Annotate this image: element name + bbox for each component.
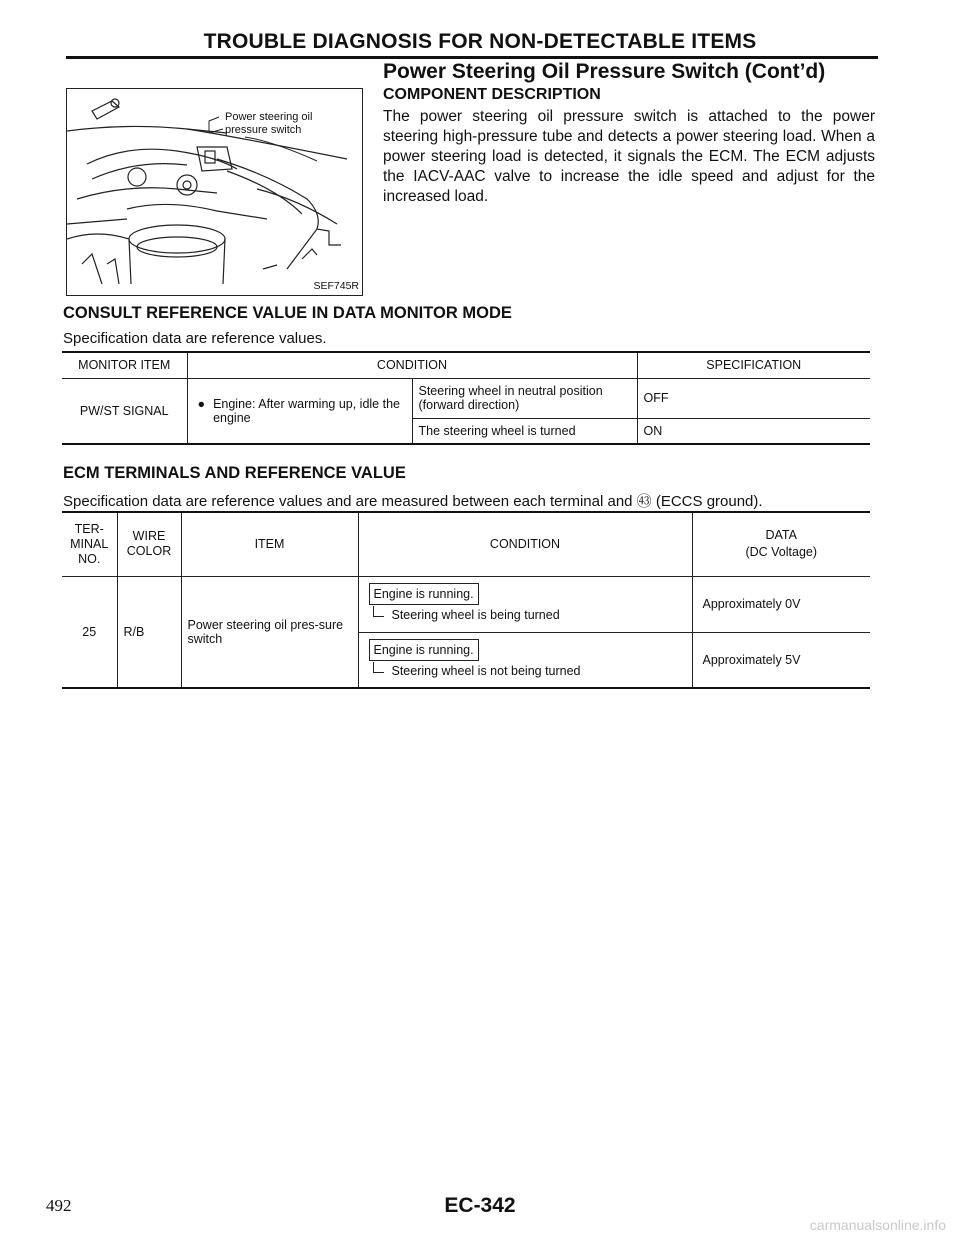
wire-color-cell: R/B: [117, 576, 181, 688]
column-header-data: [692, 512, 870, 576]
table-header-row: [62, 352, 870, 378]
header-terminal-line1: TER-: [74, 521, 104, 536]
condition-main-text: Engine: After warming up, idle the engine: [213, 396, 400, 425]
column-header-terminal: [62, 512, 117, 576]
page-code: EC-342: [444, 1194, 516, 1217]
consult-subtitle: Specification data are reference values.: [63, 330, 327, 347]
item-cell: Power steering oil pres-sure switch: [181, 576, 358, 688]
data-cell: Approximately 0V: [692, 576, 870, 632]
figure-label-line2: pressure switch: [225, 124, 302, 136]
specification-cell: OFF: [637, 378, 870, 418]
branch-line-icon: [373, 606, 384, 617]
column-header-condition: CONDITION: [358, 512, 692, 576]
condition-detail: Steering wheel is being turned: [391, 608, 560, 622]
ecm-heading: ECM TERMINALS AND REFERENCE VALUE: [63, 464, 406, 482]
engine-bay-illustration: [67, 89, 362, 295]
engine-running-box: Engine is running.: [369, 639, 479, 661]
table-row: [62, 378, 870, 418]
header-terminal-line3: NO.: [78, 551, 101, 566]
figure-label-line1: Power steering oil: [225, 111, 313, 123]
page-header-title: TROUBLE DIAGNOSIS FOR NON-DETECTABLE ITEMS: [203, 30, 757, 53]
condition-main-cell: [187, 378, 412, 444]
watermark: carmanualsonline.info: [809, 1217, 946, 1233]
component-description-heading: COMPONENT DESCRIPTION: [383, 86, 601, 103]
branch-line-icon: [373, 662, 384, 673]
specification-cell: ON: [637, 418, 870, 444]
component-description-text: The power steering oil pressure switch is attached to the power steering high-pressure tube and detects a power steering load. When a power steering load is detected, it signals the ECM. The ECM adjusts the IACV-AAC valve to increase the idle speed and adjust for the increased load.: [383, 108, 875, 205]
figure-code: SEF745R: [313, 280, 359, 292]
table-header-row: [62, 512, 870, 576]
sub-condition-cell: Steering wheel in neutral position (forward direction): [412, 378, 637, 418]
header-data-line1: DATA: [765, 528, 797, 543]
table-row: [62, 576, 870, 632]
sub-condition-cell: The steering wheel is turned: [412, 418, 637, 444]
header-wire-line2: COLOR: [126, 544, 172, 559]
page-number: 492: [46, 1196, 72, 1215]
column-header-monitor-item: MONITOR ITEM: [78, 358, 171, 373]
column-header-wire-color: [117, 512, 181, 576]
header-terminal-line2: MINAL: [70, 536, 109, 551]
consult-reference-table: [62, 351, 870, 445]
header-data-line2: (DC Voltage): [745, 545, 818, 560]
engine-running-box: Engine is running.: [369, 583, 479, 605]
condition-detail: Steering wheel is not being turned: [391, 663, 581, 678]
condition-cell: [358, 632, 692, 688]
header-wire-line1: WIRE: [132, 529, 166, 544]
column-header-specification: SPECIFICATION: [637, 352, 870, 378]
figure-callout-label: [225, 111, 312, 137]
ecm-terminal-table: [62, 511, 870, 689]
bullet-icon: ●: [197, 396, 206, 411]
monitor-item-cell: PW/ST SIGNAL: [62, 378, 187, 444]
ecm-subtitle: Specification data are reference values and are measured between each terminal and ㊸ (ECCS ground).: [63, 493, 763, 510]
header-rule: [66, 56, 878, 59]
condition-cell: [358, 576, 692, 632]
section-title: Power Steering Oil Pressure Switch (Cont’d): [383, 60, 826, 83]
terminal-cell: 25: [62, 576, 117, 688]
column-header-condition: CONDITION: [187, 352, 637, 378]
column-header-item: ITEM: [181, 512, 358, 576]
data-cell: Approximately 5V: [692, 632, 870, 688]
component-location-figure: [66, 88, 363, 296]
consult-heading: CONSULT REFERENCE VALUE IN DATA MONITOR MODE: [63, 304, 512, 322]
